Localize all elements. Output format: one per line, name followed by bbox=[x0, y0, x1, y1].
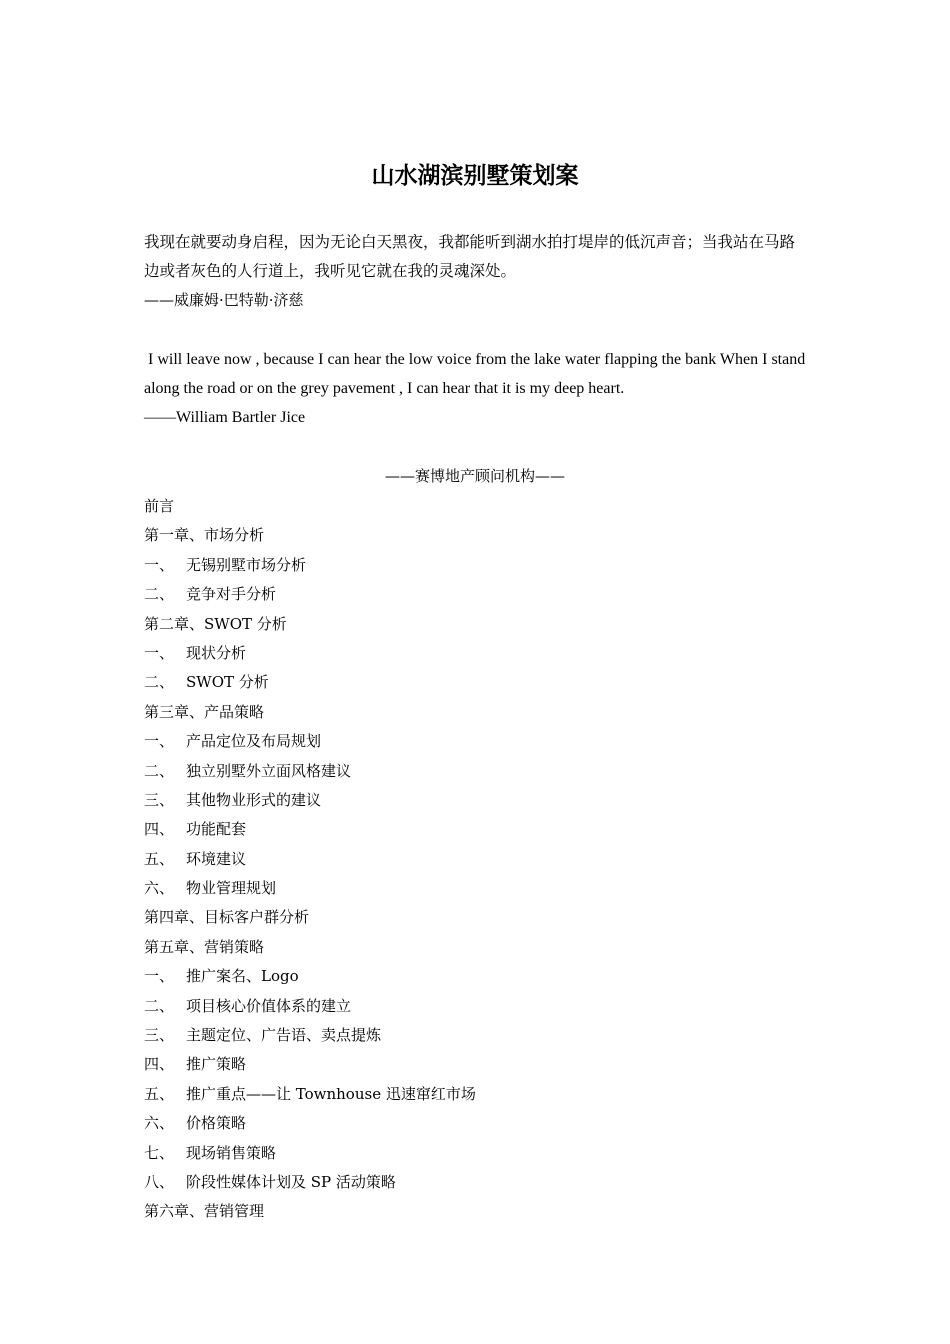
toc-item-text: 第五章、营销策略 bbox=[144, 937, 265, 956]
toc-item-text: 第二章、SWOT 分析 bbox=[144, 614, 287, 633]
toc-item-number: 一、 bbox=[144, 732, 175, 751]
toc-item bbox=[144, 933, 476, 962]
toc-item bbox=[144, 1050, 476, 1079]
toc-item-number: 八、 bbox=[144, 1172, 175, 1191]
toc-item-text: 其他物业形式的建议 bbox=[186, 790, 322, 809]
toc-item bbox=[144, 1109, 476, 1138]
toc-item-text: 现状分析 bbox=[186, 643, 247, 662]
toc-item-text: 推广策略 bbox=[186, 1055, 247, 1074]
toc-item-text: 推广重点——让 Townhouse 迅速窜红市场 bbox=[186, 1084, 476, 1103]
toc-item-text: 产品定位及布局规划 bbox=[186, 732, 322, 751]
toc-item-text: 独立别墅外立面风格建议 bbox=[186, 761, 352, 780]
toc-item-text: 项目核心价值体系的建立 bbox=[186, 996, 352, 1015]
toc-item bbox=[144, 1021, 476, 1050]
toc-item-text: 物业管理规划 bbox=[186, 879, 277, 898]
toc-item-number: 三、 bbox=[144, 790, 175, 809]
chinese-quote-author: ——威廉姆·巴特勒·济慈 bbox=[144, 291, 304, 309]
toc-item bbox=[144, 668, 476, 697]
document-title: 山水湖滨别墅策划案 bbox=[371, 163, 579, 189]
chinese-quote: 我现在就要动身启程，因为无论白天黑夜，我都能听到湖水拍打堤岸的低沉声音；当我站在马路边或者灰色的人行道上，我听见它就在我的灵魂深处。 bbox=[144, 233, 796, 280]
toc-item-number: 七、 bbox=[144, 1143, 175, 1162]
toc-item-text: 功能配套 bbox=[186, 820, 247, 839]
toc-item-text: 环境建议 bbox=[186, 849, 247, 868]
toc-item bbox=[144, 492, 476, 521]
toc-item-number: 六、 bbox=[144, 879, 175, 898]
toc-item bbox=[144, 992, 476, 1021]
toc-item bbox=[144, 903, 476, 932]
toc-item-number: 一、 bbox=[144, 643, 175, 662]
toc-item-text: 第一章、市场分析 bbox=[144, 526, 265, 545]
toc-item-text: 现场销售策略 bbox=[186, 1143, 277, 1162]
toc-item bbox=[144, 845, 476, 874]
toc-item-text: 前言 bbox=[144, 497, 175, 515]
toc-item bbox=[144, 639, 476, 668]
english-quote: I will leave now , because I can hear the low voice from the lake water flapping the bank When I stand along the road or on the grey pavement , I can hear that it is my deep heart. bbox=[144, 351, 810, 397]
toc-item-text: 价格策略 bbox=[186, 1114, 247, 1133]
toc-item-text: SWOT 分析 bbox=[186, 673, 269, 692]
toc-item bbox=[144, 698, 476, 727]
toc-item-text: 竞争对手分析 bbox=[186, 585, 277, 604]
toc-item bbox=[144, 727, 476, 756]
toc-item-number: 一、 bbox=[144, 967, 175, 986]
toc-item-text: 无锡别墅市场分析 bbox=[186, 555, 307, 574]
toc-item bbox=[144, 1139, 476, 1168]
toc-item bbox=[144, 786, 476, 815]
toc-item-text: 阶段性媒体计划及 SP 活动策略 bbox=[186, 1172, 396, 1191]
toc-item-text: 第六章、营销管理 bbox=[144, 1202, 265, 1221]
toc-item bbox=[144, 962, 476, 991]
toc-item-number: 六、 bbox=[144, 1114, 175, 1133]
toc-item-number: 五、 bbox=[144, 849, 175, 868]
toc-item-text: 主题定位、广告语、卖点提炼 bbox=[186, 1026, 382, 1045]
toc-item bbox=[144, 874, 476, 903]
toc-item bbox=[144, 610, 476, 639]
toc-item bbox=[144, 815, 476, 844]
toc-item bbox=[144, 757, 476, 786]
toc-item-text: 第三章、产品策略 bbox=[144, 702, 265, 721]
toc-item-number: 五、 bbox=[144, 1084, 175, 1103]
toc-item-number: 二、 bbox=[144, 673, 175, 692]
toc-item bbox=[144, 521, 476, 550]
toc-item-text: 第四章、目标客户群分析 bbox=[144, 908, 310, 927]
english-quote-author: ——William Bartler Jice bbox=[144, 409, 306, 426]
toc-item-number: 一、 bbox=[144, 555, 175, 574]
table-of-contents bbox=[144, 492, 476, 1227]
toc-item-text: 推广案名、Logo bbox=[186, 967, 299, 986]
organization-name: ——赛博地产顾问机构—— bbox=[384, 467, 565, 485]
toc-item-number: 四、 bbox=[144, 820, 175, 839]
toc-item-number: 三、 bbox=[144, 1026, 175, 1045]
toc-item-number: 二、 bbox=[144, 996, 175, 1015]
toc-item-number: 二、 bbox=[144, 585, 175, 604]
toc-item bbox=[144, 551, 476, 580]
toc-item bbox=[144, 580, 476, 609]
toc-item bbox=[144, 1197, 476, 1226]
toc-item bbox=[144, 1168, 476, 1197]
toc-item-number: 四、 bbox=[144, 1055, 175, 1074]
toc-item-number: 二、 bbox=[144, 761, 175, 780]
toc-item bbox=[144, 1080, 476, 1109]
